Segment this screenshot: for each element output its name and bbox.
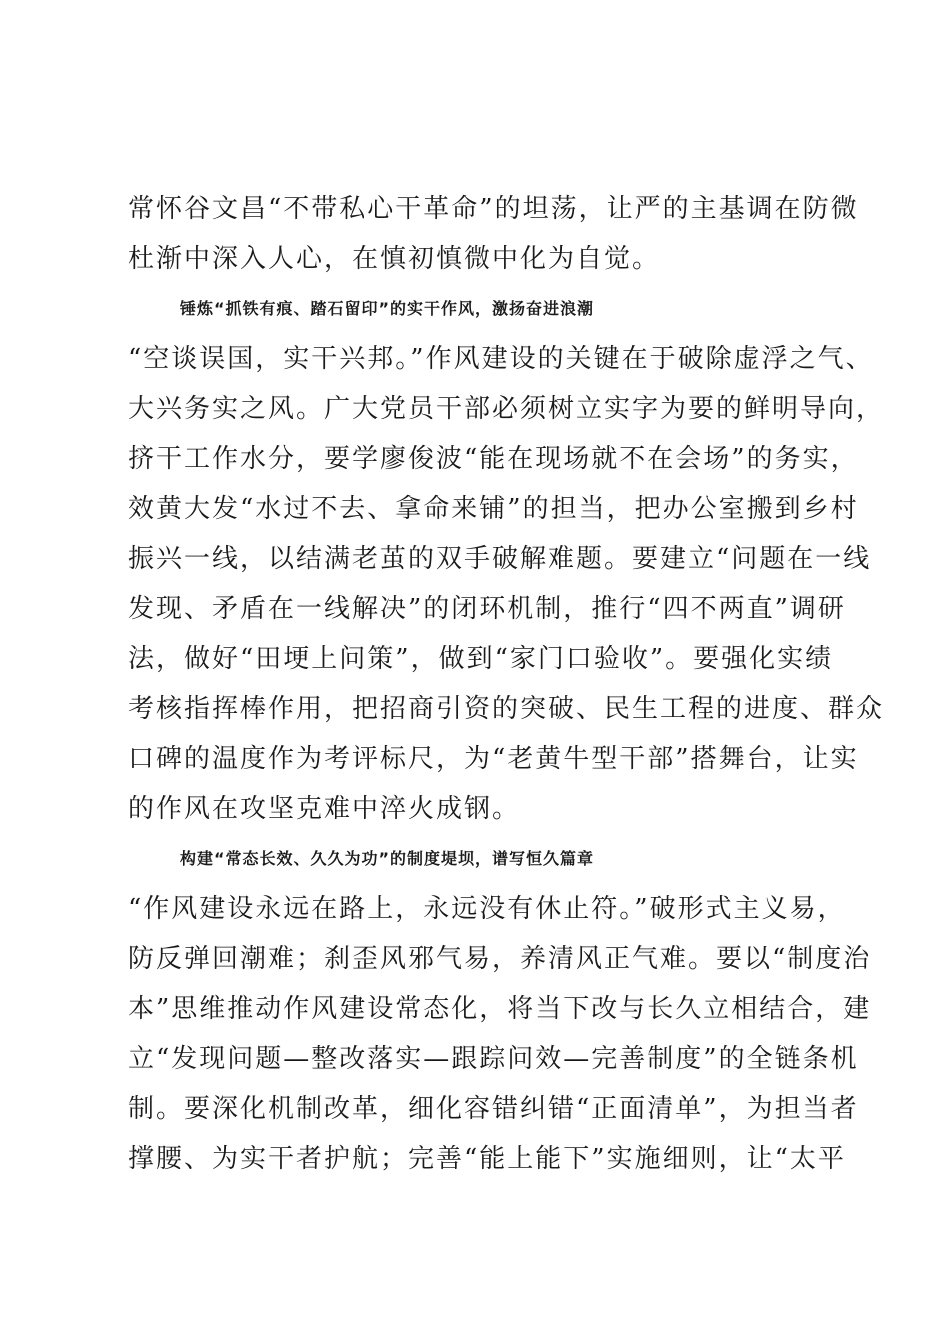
body-line: 防反弹回潮难；刹歪风邪气易，养清风正气难。要以“制度治 bbox=[128, 944, 872, 974]
body-line: 口碑的温度作为考评标尺，为“老黄牛型干部”搭舞台，让实 bbox=[128, 744, 859, 774]
body-line: 本”思维推动作风建设常态化，将当下改与长久立相结合，建 bbox=[128, 994, 872, 1024]
body-line: 撑腰、为实干者护航；完善“能上能下”实施细则，让“太平 bbox=[128, 1144, 846, 1174]
body-line: 常怀谷文昌“不带私心干革命”的坦荡，让严的主基调在防微 bbox=[128, 194, 859, 224]
body-line: 挤干工作水分，要学廖俊波“能在现场就不在会场”的务实， bbox=[128, 444, 859, 474]
body-line: “作风建设永远在路上，永远没有休止符。”破形式主义易， bbox=[128, 894, 846, 924]
body-line: 考核指挥棒作用，把招商引资的突破、民生工程的进度、群众 bbox=[128, 694, 885, 724]
body-line: 的作风在攻坚克难中淬火成钢。 bbox=[128, 794, 521, 824]
body-line: 发现、矛盾在一线解决”的闭环机制，推行“四不两直”调研 bbox=[128, 594, 846, 624]
body-line: 杜渐中深入人心，在慎初慎微中化为自觉。 bbox=[128, 244, 661, 274]
section-heading: 锤炼“抓铁有痕、踏石留印”的实干作风，激扬奋进浪潮 bbox=[180, 299, 595, 318]
section-heading: 构建“常态长效、久久为功”的制度堤坝，谱写恒久篇章 bbox=[180, 849, 595, 868]
body-line: 制。要深化机制改革，细化容错纠错“正面清单”，为担当者 bbox=[128, 1094, 859, 1124]
body-line: 效黄大发“水过不去、拿命来铺”的担当，把办公室搬到乡村 bbox=[128, 494, 859, 524]
body-line: 法，做好“田埂上问策”，做到“家门口验收”。要强化实绩 bbox=[128, 644, 834, 674]
body-line: “空谈误国，实干兴邦。”作风建设的关键在于破除虚浮之气、 bbox=[128, 344, 874, 374]
body-line: 立“发现问题—整改落实—跟踪问效—完善制度”的全链条机 bbox=[128, 1044, 859, 1074]
body-line: 大兴务实之风。广大党员干部必须树立实字为要的鲜明导向， bbox=[128, 394, 885, 424]
body-line: 振兴一线，以结满老茧的双手破解难题。要建立“问题在一线 bbox=[128, 544, 872, 574]
